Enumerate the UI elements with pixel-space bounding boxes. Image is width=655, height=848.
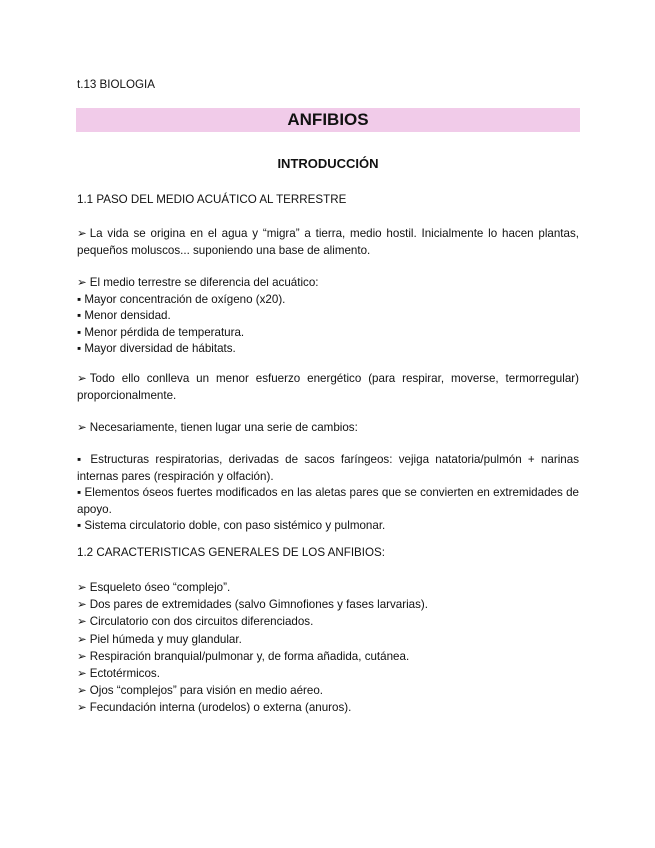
arrow-bullet-icon: ➢ <box>77 276 87 289</box>
medium-differences-block <box>77 275 579 358</box>
list-item: ▪ Mayor diversidad de hábitats. <box>77 342 236 355</box>
arrow-bullet-icon: ➢ <box>77 598 87 612</box>
arrow-bullet-icon: ➢ <box>77 649 87 663</box>
paragraph-origin <box>77 226 579 259</box>
arrow-bullet-icon: ➢ <box>77 615 87 629</box>
arrow-bullet-icon: ➢ <box>77 581 87 594</box>
arrow-bullet-icon: ➢ <box>77 667 87 681</box>
list-item: ➢ Ojos “complejos” para visión en medio aéreo. <box>77 684 323 698</box>
changes-list <box>77 452 579 535</box>
list-item: ▪ Sistema circulatorio doble, con paso sistémico y pulmonar. <box>77 519 386 532</box>
medium-differences-intro: ➢ El medio terrestre se diferencia del acuático: <box>77 276 319 289</box>
arrow-bullet-icon: ➢ <box>77 684 87 698</box>
list-item: ▪ Menor pérdida de temperatura. <box>77 325 245 339</box>
list-item: ➢ Dos pares de extremidades (salvo Gimnofiones y fases larvarias). <box>77 598 429 612</box>
list-item: ▪ Mayor concentración de oxígeno (x20). <box>77 292 286 306</box>
list-item: ➢ Piel húmeda y muy glandular. <box>77 632 242 646</box>
paragraph-changes-intro: ➢ Necesariamente, tienen lugar una serie de cambios: <box>77 421 358 434</box>
arrow-bullet-icon: ➢ <box>77 701 87 715</box>
paragraph-energy: ➢ Todo ello conlleva un menor esfuerzo energético (para respirar, moverse, termorregular) proporcionalmente. <box>77 372 579 402</box>
list-item: ➢ Fecundación interna (urodelos) o externa (anuros). <box>77 701 352 715</box>
page-subtitle: INTRODUCCIÓN <box>277 156 379 171</box>
characteristics-list <box>77 579 579 717</box>
paragraph-text: La vida se origina en el agua y “migra” a tierra, medio hostil. Inicialmente lo hacen plantas, pequeños moluscos... suponiendo una base de alimento. <box>77 227 579 257</box>
list-item: ▪ Menor densidad. <box>77 309 171 322</box>
arrow-bullet-icon: ➢ <box>77 372 87 385</box>
list-item: ▪ Elementos óseos fuertes modificados en las aletas pares que se convierten en extremidades de apoyo. <box>77 486 579 516</box>
list-item: ➢ Circulatorio con dos circuitos diferenciados. <box>77 615 314 629</box>
list-item: ➢ Esqueleto óseo “complejo”. <box>77 581 231 594</box>
arrow-bullet-icon: ➢ <box>77 632 87 646</box>
arrow-bullet-icon: ➢ <box>77 421 87 434</box>
list-item: ➢ Ectotérmicos. <box>77 667 160 681</box>
page-title: ANFIBIOS <box>76 108 580 132</box>
list-item: ▪ Estructuras respiratorias, derivadas de sacos faríngeos: vejiga natatoria/pulmón + narinas internas pares (respiración y olfación). <box>77 453 579 483</box>
arrow-bullet-icon: ➢ <box>77 227 87 240</box>
section-heading-1-1: 1.1 PASO DEL MEDIO ACUÁTICO AL TERRESTRE <box>77 193 347 206</box>
subject-tag: t.13 BIOLOGIA <box>77 78 155 91</box>
list-item: ➢ Respiración branquial/pulmonar y, de forma añadida, cutánea. <box>77 649 410 663</box>
section-heading-1-2: 1.2 CARACTERISTICAS GENERALES DE LOS ANFIBIOS: <box>77 546 385 559</box>
